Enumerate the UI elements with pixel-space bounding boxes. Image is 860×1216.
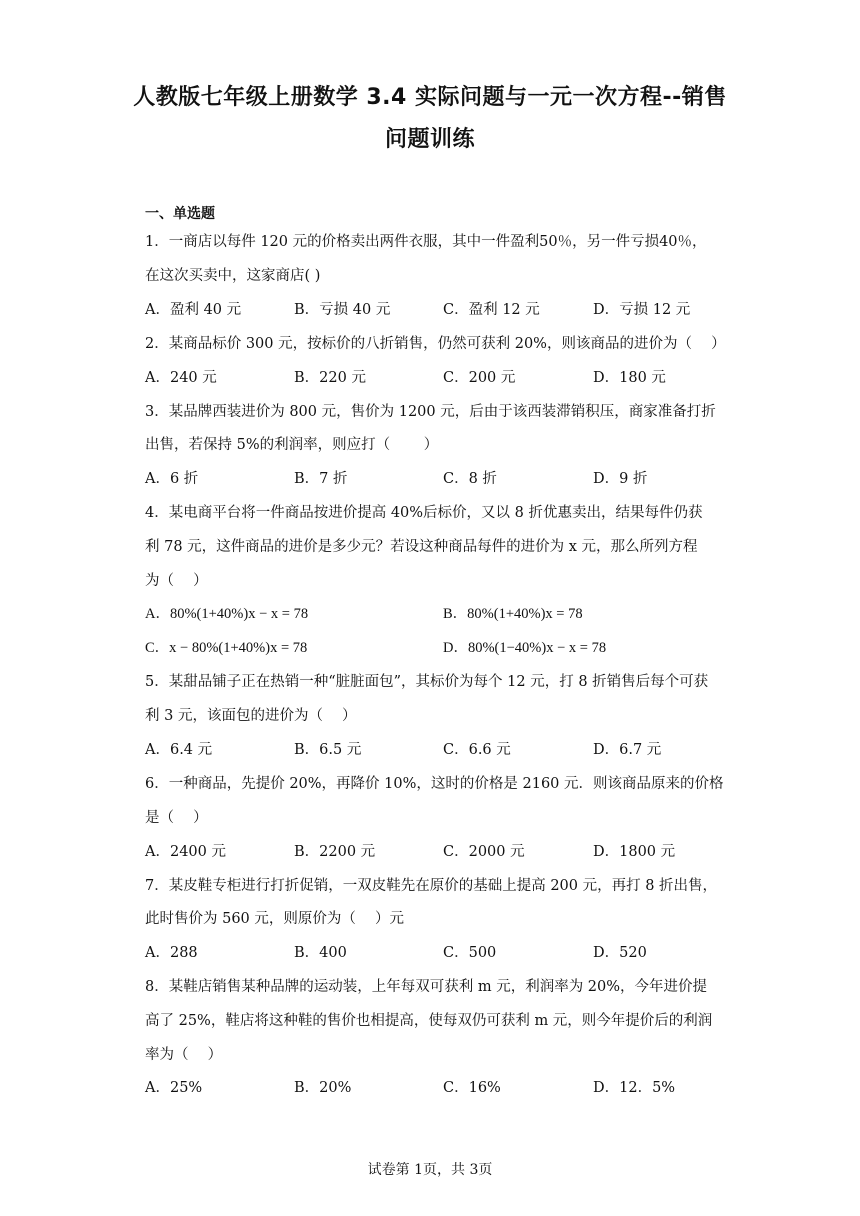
question-5-line-2: 利 3 元，该面包的进价为（ ） (145, 708, 357, 724)
question-5-option-d: D．6.7 元 (593, 742, 662, 758)
question-6-line-1: 6．一种商品，先提价 20%，再降价 10%，这时的价格是 2160 元．则该商品原来的价格 (145, 776, 724, 792)
question-1-option-d: D．亏损 12 元 (593, 302, 691, 318)
question-2-option-b: B．220 元 (294, 370, 366, 386)
question-6-option-d: D．1800 元 (593, 844, 676, 860)
question-5-line-1: 5．某甜品铺子正在热销一种“脏脏面包”，其标价为每个 12 元，打 8 折销售后每个可获 (145, 674, 709, 690)
question-1-option-b: B．亏损 40 元 (294, 302, 391, 318)
question-2-option-a: A．240 元 (145, 370, 217, 386)
question-3-option-b: B．7 折 (294, 471, 348, 487)
question-1-line-2: 在这次买卖中，这家商店( ) (145, 268, 321, 284)
question-7-option-b: B．400 (294, 945, 347, 961)
question-7-option-a: A．288 (145, 945, 198, 961)
question-6-option-b: B．2200 元 (294, 844, 376, 860)
page-title-line1: 人教版七年级上册数学 3.4 实际问题与一元一次方程--销售 (133, 85, 727, 110)
question-4-line-1: 4．某电商平台将一件商品按进价提高 40%后标价，又以 8 折优惠卖出，结果每件仍获 (145, 505, 703, 521)
question-8-option-a: A．25% (145, 1080, 203, 1096)
question-8-line-1: 8．某鞋店销售某种品牌的运动装，上年每双可获利 m 元，利润率为 20%，今年进价提 (145, 979, 708, 995)
question-4-option-a: A．80%(1+40%)x − x = 78 (145, 606, 309, 622)
question-4-option-b: B．80%(1+40%)x = 78 (443, 606, 583, 622)
question-5-option-a: A．6.4 元 (145, 742, 213, 758)
question-8-option-d: D．12．5% (593, 1080, 676, 1096)
question-5-option-b: B．6.5 元 (294, 742, 362, 758)
question-5-option-c: C．6.6 元 (443, 742, 511, 758)
question-2-option-c: C．200 元 (443, 370, 516, 386)
question-3-line-2: 出售，若保持 5%的利润率，则应打（ ） (145, 437, 439, 453)
question-8-option-c: C．16% (443, 1080, 501, 1096)
question-8-line-3: 率为（ ） (145, 1047, 223, 1063)
question-7-option-d: D．520 (593, 945, 647, 961)
question-4-option-c: C．x − 80%(1+40%)x = 78 (145, 640, 308, 656)
question-6-option-a: A．2400 元 (145, 844, 226, 860)
question-8-line-2: 高了 25%，鞋店将这种鞋的售价也相提高，使每双仍可获利 m 元，则今年提价后的利润 (145, 1013, 713, 1029)
question-3-option-c: C．8 折 (443, 471, 497, 487)
page-footer: 试卷第 1页，共 3页 (367, 1162, 493, 1178)
question-1-line-1: 1．一商店以每件 120 元的价格卖出两件衣服，其中一件盈利50％，另一件亏损40％， (145, 234, 707, 250)
question-1-option-a: A．盈利 40 元 (145, 302, 242, 318)
question-4-line-3: 为（ ） (145, 573, 208, 589)
question-8-option-b: B．20% (294, 1080, 352, 1096)
question-4-line-2: 利 78 元，这件商品的进价是多少元？若设这种商品每件的进价为 x 元，那么所列方程 (145, 539, 698, 555)
question-2-line-1: 2．某商品标价 300 元，按标价的八折销售，仍然可获利 20%，则该商品的进价为（ ） (145, 336, 726, 352)
question-6-option-c: C．2000 元 (443, 844, 525, 860)
section-heading: 一、单选题 (145, 206, 215, 222)
question-4-option-d: D．80%(1−40%)x − x = 78 (443, 640, 607, 656)
page-title-line2: 问题训练 (384, 127, 475, 152)
question-6-line-2: 是（ ） (145, 810, 208, 826)
question-7-option-c: C．500 (443, 945, 497, 961)
question-7-line-2: 此时售价为 560 元，则原价为（ ）元 (145, 911, 405, 927)
question-2-option-d: D．180 元 (593, 370, 666, 386)
question-3-line-1: 3．某品牌西装进价为 800 元，售价为 1200 元，后由于该西装滞销积压，商家准备打折 (145, 404, 716, 420)
question-3-option-a: A．6 折 (145, 471, 199, 487)
question-3-option-d: D．9 折 (593, 471, 648, 487)
question-7-line-1: 7．某皮鞋专柜进行打折促销，一双皮鞋先在原价的基础上提高 200 元，再打 8 折出售， (145, 878, 718, 894)
question-1-option-c: C．盈利 12 元 (443, 302, 540, 318)
